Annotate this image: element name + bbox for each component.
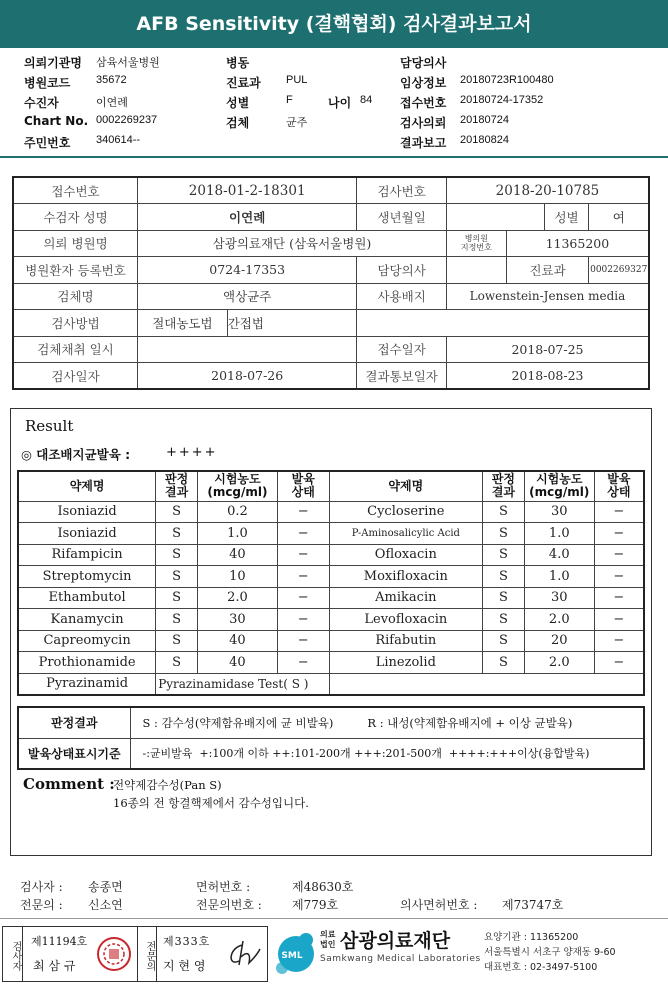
legend-row	[18, 707, 644, 738]
tester-sign-name: 최 삼 규	[33, 959, 76, 973]
drug-name: Linezolid	[329, 652, 482, 674]
form-label: 담당의사	[357, 257, 447, 284]
form-row	[13, 336, 649, 363]
pza-empty	[329, 673, 644, 695]
drug-row	[18, 587, 644, 609]
info-label: 진료과	[226, 76, 261, 90]
col-growth-l2: 상태	[607, 485, 631, 500]
drug-judge: S	[483, 652, 525, 674]
drug-header-row	[18, 471, 644, 501]
col-judge-l2: 결과	[491, 485, 516, 500]
info-value: 20180824	[460, 134, 509, 146]
drug-growth: −	[594, 652, 644, 674]
expert-side-label: 전문의	[137, 927, 157, 981]
form-value: 여	[589, 204, 649, 231]
addr-line: 요양기관 : 11365200	[484, 932, 579, 943]
drug-growth: −	[277, 501, 329, 523]
drug-row	[18, 501, 644, 523]
drug-name: Rifampicin	[18, 544, 156, 566]
drug-name: Ethambutol	[18, 587, 156, 609]
drug-growth: −	[277, 523, 329, 545]
drug-row	[18, 566, 644, 588]
drug-name: Isoniazid	[18, 501, 156, 523]
corp-small	[320, 930, 335, 950]
org-address	[484, 930, 616, 975]
drug-judge: S	[483, 544, 525, 566]
drug-growth: −	[594, 544, 644, 566]
col-drug: 약제명	[329, 471, 482, 501]
drug-judge: S	[483, 587, 525, 609]
drug-growth: −	[277, 652, 329, 674]
request-form-table	[12, 176, 650, 390]
signature-icon	[225, 937, 263, 971]
drug-conc: 1.0	[524, 523, 594, 545]
col-judge-l1: 판정	[164, 472, 189, 487]
info-label: 주민번호	[24, 136, 71, 150]
col-judge	[483, 471, 525, 501]
drug-growth: −	[277, 630, 329, 652]
col-conc	[197, 471, 277, 501]
drug-growth: −	[277, 566, 329, 588]
growth-label: ◎ 대조배지균발육 :	[21, 447, 131, 462]
info-value: F	[286, 94, 293, 106]
drug-name: Capreomycin	[18, 630, 156, 652]
expert-label: 전문의 :	[20, 898, 63, 912]
info-value: 340614--	[96, 134, 141, 146]
drug-row	[18, 544, 644, 566]
corp-small-1: 의료	[320, 930, 336, 939]
info-value: PUL	[286, 74, 308, 86]
col-conc-l1: 시험농도	[536, 472, 583, 487]
form-label: 의뢰 병원명	[13, 230, 138, 257]
result-title: Result	[25, 417, 74, 435]
addr-line: 대표번호 : 02-3497-5100	[484, 962, 598, 973]
form-value	[446, 204, 544, 231]
form-label: 성별	[544, 204, 589, 231]
tester-no: 제11194호	[31, 935, 88, 948]
form-label: 생년월일	[357, 204, 447, 231]
drug-judge: S	[156, 566, 198, 588]
drug-judge: S	[156, 609, 198, 631]
form-value: 삼광의료재단 (삼육서울병원)	[138, 230, 447, 257]
drug-name: Ofloxacin	[329, 544, 482, 566]
drug-growth: −	[594, 501, 644, 523]
sml-badge: SML	[281, 951, 303, 961]
info-label: 검사의뢰	[400, 116, 447, 130]
info-value: 이연례	[96, 97, 128, 109]
info-value: 35672	[96, 74, 127, 86]
col-drug: 약제명	[18, 471, 156, 501]
form-label: 접수일자	[357, 336, 447, 363]
info-block	[0, 52, 668, 158]
drug-name: Kanamycin	[18, 609, 156, 631]
drug-conc: 4.0	[524, 544, 594, 566]
info-value: 84	[360, 94, 373, 106]
info-label: 수진자	[24, 96, 59, 110]
drug-judge: S	[483, 523, 525, 545]
license-label: 면허번호 :	[196, 880, 251, 894]
drug-name: Isoniazid	[18, 523, 156, 545]
form-row	[13, 310, 649, 337]
form-label: 검체채취 일시	[13, 336, 138, 363]
drug-judge: S	[483, 501, 525, 523]
form-row	[13, 204, 649, 231]
form-value: 2018-07-25	[446, 336, 649, 363]
form-label: 검사번호	[357, 177, 447, 204]
drug-conc: 40	[197, 544, 277, 566]
growth-criteria-label: 발육상태표시기준	[18, 738, 130, 769]
drug-growth: −	[594, 566, 644, 588]
comment-line1: 전약제감수성(Pan S)	[113, 778, 222, 792]
expert-no: 제333호	[163, 935, 211, 948]
drug-conc: 2.0	[197, 587, 277, 609]
form-label: 검사방법	[13, 310, 138, 337]
drug-conc: 10	[197, 566, 277, 588]
drug-judge: S	[156, 523, 198, 545]
expert-license-label: 전문의번호 :	[196, 898, 262, 912]
expert-name: 신소연	[88, 898, 123, 912]
info-label: 결과보고	[400, 136, 447, 150]
pza-row	[18, 673, 644, 695]
form-label-line: 병의원	[464, 234, 488, 244]
drug-conc: 40	[197, 630, 277, 652]
judge-text	[130, 707, 644, 738]
form-row	[13, 177, 649, 204]
doctor-license-label: 의사면허번호 :	[400, 898, 478, 912]
drug-conc: 0.2	[197, 501, 277, 523]
corp-small-2: 법인	[320, 940, 336, 949]
judge-s: S : 감수성(약제함유배지에 균 비발육)	[142, 715, 334, 730]
drug-row	[18, 523, 644, 545]
comment-label: Comment :	[23, 775, 115, 793]
form-value: 이연례	[138, 204, 357, 231]
drug-conc: 2.0	[524, 652, 594, 674]
growth-value: ++++	[166, 445, 218, 460]
comment-line2: 16종의 전 항결핵제에서 감수성입니다.	[113, 796, 309, 810]
info-value: 0002269237	[96, 114, 158, 126]
info-label: 병원코드	[24, 76, 71, 90]
drug-row	[18, 609, 644, 631]
form-value: Lowenstein-Jensen media	[446, 283, 649, 310]
form-value	[138, 336, 357, 363]
info-label: 성별	[226, 96, 250, 110]
drug-name: Amikacin	[329, 587, 482, 609]
col-conc-l1: 시험농도	[214, 472, 261, 487]
info-label: 접수번호	[400, 96, 447, 110]
form-value: 2018-20-10785	[446, 177, 649, 204]
form-value: 0002269327	[589, 257, 649, 284]
drug-name: Prothionamide	[18, 652, 156, 674]
form-value: 절대농도법	[138, 310, 228, 337]
col-growth	[594, 471, 644, 501]
col-growth-l2: 상태	[291, 485, 315, 500]
form-label: 접수번호	[13, 177, 138, 204]
form-label: 결과통보일자	[357, 363, 447, 390]
footer	[0, 926, 668, 990]
form-value: 11365200	[506, 230, 649, 257]
form-row	[13, 257, 649, 284]
footer-divider	[0, 918, 668, 919]
drug-conc: 2.0	[524, 609, 594, 631]
drug-name: Streptomycin	[18, 566, 156, 588]
form-row	[13, 363, 649, 390]
drug-growth: −	[594, 523, 644, 545]
form-label: 진료과	[506, 257, 589, 284]
drug-row	[18, 630, 644, 652]
legend-table	[17, 706, 645, 770]
info-label: 병동	[226, 56, 250, 70]
drug-conc: 30	[524, 587, 594, 609]
col-judge-l1: 판정	[491, 472, 516, 487]
drug-judge: S	[483, 609, 525, 631]
form-value: 액상균주	[138, 283, 357, 310]
drug-conc: 40	[197, 652, 277, 674]
form-value: 2018-08-23	[446, 363, 649, 390]
drug-table	[17, 470, 645, 696]
info-value: 삼육서울병원	[96, 57, 160, 69]
drug-judge: S	[156, 630, 198, 652]
info-value: 20180724	[460, 114, 509, 126]
drug-conc: 1.0	[197, 523, 277, 545]
form-label-line: 지정번호	[460, 243, 492, 253]
form-label	[446, 230, 506, 257]
drug-growth: −	[594, 630, 644, 652]
tester-seal-icon	[95, 935, 133, 973]
growth-criteria-text: -:균비발육 +:100개 이하 ++:101-200개 +++:201-500개 ++++:+++이상(융합발육)	[130, 738, 644, 769]
drug-judge: S	[156, 501, 198, 523]
col-conc-l2: (mcg/ml)	[207, 485, 268, 500]
judge-label: 판정결과	[18, 707, 130, 738]
drug-judge: S	[156, 587, 198, 609]
col-conc-l2: (mcg/ml)	[529, 485, 590, 500]
tester-side-label: 검사자	[3, 927, 23, 981]
form-value: 2018-01-2-18301	[138, 177, 357, 204]
drug-judge: S	[156, 544, 198, 566]
info-label: 검체	[226, 116, 250, 130]
addr-line: 서울특별시 서초구 양재동 9-60	[484, 947, 616, 958]
col-judge	[156, 471, 198, 501]
col-conc	[524, 471, 594, 501]
signature-box	[2, 926, 268, 982]
org-name: 삼광의료재단	[340, 930, 451, 952]
drug-name: P-Aminosalicylic Acid	[329, 523, 482, 545]
drug-growth: −	[594, 587, 644, 609]
drug-name: Moxifloxacin	[329, 566, 482, 588]
license-no: 제48630호	[292, 880, 354, 894]
expert-license-no: 제779호	[292, 898, 339, 912]
info-label: 의뢰기관명	[24, 56, 82, 70]
expert-sign-name: 지 현 영	[163, 959, 206, 973]
form-label: 수검자 성명	[13, 204, 138, 231]
drug-growth: −	[277, 544, 329, 566]
form-label: 사용배지	[357, 283, 447, 310]
drug-conc: 30	[524, 501, 594, 523]
form-value: 2018-07-26	[138, 363, 357, 390]
form-label: 병원환자 등록번호	[13, 257, 138, 284]
info-label: 나이	[328, 96, 352, 110]
drug-name: Rifabutin	[329, 630, 482, 652]
form-row	[13, 283, 649, 310]
col-judge-l2: 결과	[164, 485, 189, 500]
tester-name: 송종면	[88, 880, 123, 894]
info-label: Chart No.	[24, 114, 89, 128]
report-title: AFB Sensitivity (결핵협회) 검사결과보고서	[0, 0, 668, 48]
drug-judge: S	[483, 566, 525, 588]
drug-growth: −	[277, 609, 329, 631]
form-label: 검사일자	[13, 363, 138, 390]
drug-conc: 1.0	[524, 566, 594, 588]
info-value: 균주	[286, 117, 308, 129]
form-value: 0724-17353	[138, 257, 357, 284]
drug-judge: S	[483, 630, 525, 652]
drug-growth: −	[594, 609, 644, 631]
form-row	[13, 230, 649, 257]
drug-name: Levofloxacin	[329, 609, 482, 631]
drug-growth: −	[277, 587, 329, 609]
info-value: 20180723R100480	[460, 74, 554, 86]
judge-r: R : 내성(약제함유배지에 + 이상 균발육)	[367, 715, 573, 730]
drug-conc: 20	[524, 630, 594, 652]
pza-name: Pyrazinamid	[18, 673, 156, 695]
drug-name: Cycloserine	[329, 501, 482, 523]
drug-conc: 30	[197, 609, 277, 631]
col-growth-l1: 발육	[607, 472, 631, 487]
org-en: Samkwang Medical Laboratories	[320, 954, 481, 964]
doctor-license-no: 제73747호	[502, 898, 564, 912]
drug-judge: S	[156, 652, 198, 674]
drug-body	[18, 501, 644, 673]
info-value: 20180724-17352	[460, 94, 544, 106]
form-value	[446, 257, 506, 284]
form-value: 간접법	[227, 310, 357, 337]
col-growth	[277, 471, 329, 501]
form-label: 검체명	[13, 283, 138, 310]
drug-row	[18, 652, 644, 674]
info-label: 임상정보	[400, 76, 447, 90]
tester-label: 검사자 :	[20, 880, 63, 894]
info-label: 담당의사	[400, 56, 447, 70]
col-growth-l1: 발육	[291, 472, 315, 487]
pza-value: Pyrazinamidase Test( S )	[156, 673, 329, 695]
form-empty	[357, 310, 649, 337]
legend-row	[18, 738, 644, 769]
